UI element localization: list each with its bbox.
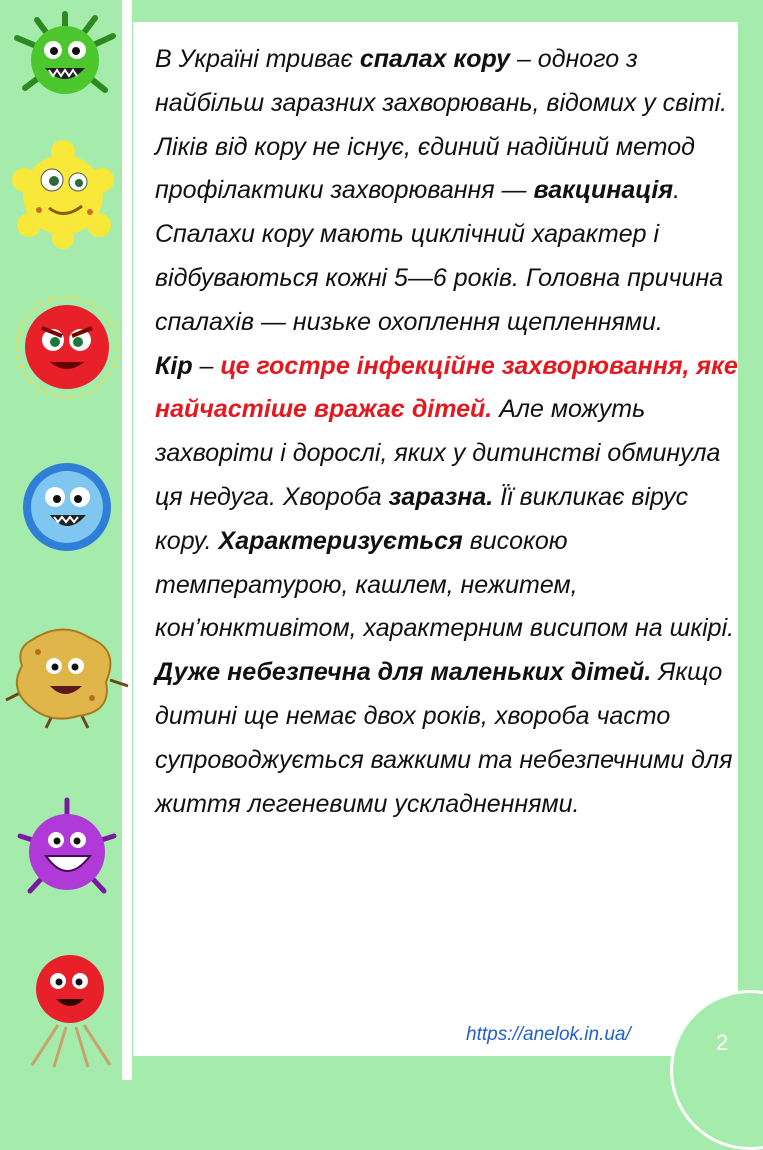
paragraph-measles-outbreak: В Україні триває спалах кору – одного з найбільш заразних захворювань, відомих у світі. Ліків від кору не існує, єдиний надійний метод профілактики захворювання — вакцинація. Спалахи кору мають циклічний характер і відбуваються кожні 5—6 років. Головна причина спалахів — низьке охоплення щепленнями. [155,45,728,336]
red-germ-icon [8,292,126,402]
green-germ-icon [5,8,125,108]
page-number: 2 [716,1030,729,1055]
paragraph-measles-definition: Кір – це гостре інфекційне захворювання, яке найчастіше вражає дітей. Але можуть захворіти і дорослі, яких у дитинстві обминула ця недуга. Хвороба заразна. Її викликає вірус кору. Характеризується високою температурою, кашлем, нежитем, кон’юнктивітом, характерним висипом на шкірі. Дуже небезпечна для маленьких дітей. Якщо дитині ще немає двох років, хвороба часто супроводжується важкими та небезпечними для життя легеневими ускладненнями. [155,351,738,818]
yellow-germ-icon [4,140,122,250]
tan-germ-icon [2,620,132,730]
blue-germ-icon [12,455,122,560]
decorative-stripe [122,0,132,1080]
website-link[interactable]: https://anelok.in.ua/ [466,1024,631,1045]
red-spider-germ-icon [18,945,123,1070]
article-text [155,38,745,826]
purple-germ-icon [12,796,122,906]
